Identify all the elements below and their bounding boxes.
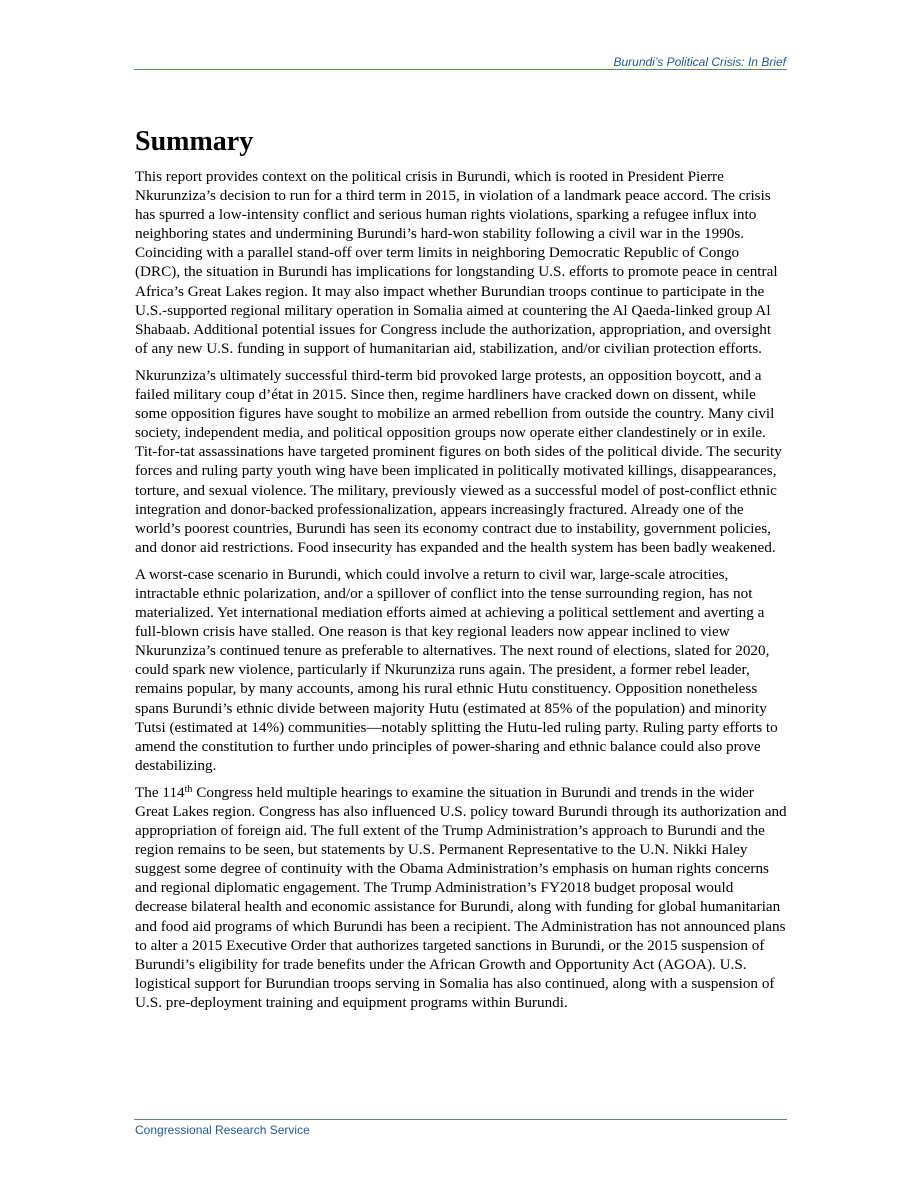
section-heading: Summary: [135, 126, 254, 157]
summary-paragraph-1: This report provides context on the political crisis in Burundi, which is rooted in President Pierre Nkurunziza’s decision to run for a third term in 2015, in violation of a landmark peace accord. The crisis has spurred a low-intensity conflict and serious human rights violations, sparking a refugee influx into neighboring states and undermining Burundi’s hard-won stability following a civil war in the 1990s. Coinciding with a parallel stand-off over term limits in neighboring Democratic Republic of Congo (DRC), the situation in Burundi has implications for longstanding U.S. efforts to promote peace in central Africa’s Great Lakes region. It may also impact whether Burundian troops continue to participate in the U.S.-supported regional military operation in Somalia aimed at countering the Al Qaeda-linked group Al Shabaab. Additional potential issues for Congress include the authorization, appropriation, and oversight of any new U.S. funding in support of humanitarian aid, stabilization, and/or civilian protection efforts.: [135, 168, 778, 357]
paragraph-4-body: Congress held multiple hearings to examine the situation in Burundi and trends in the wider Great Lakes region. Congress has also influenced U.S. policy toward Burundi through its authorization and appropriation of foreign aid. The full extent of the Trump Administration’s approach to Burundi and the region remains to be seen, but statements by U.S. Permanent Representative to the U.N. Nikki Haley suggest some degree of continuity with the Obama Administration’s emphasis on human rights concerns and regional diplomatic engagement. The Trump Administration’s FY2018 budget proposal would decrease bilateral health and economic assistance for Burundi, along with funding for global humanitarian and food aid programs of which Burundi has been a recipient. The Administration has not announced plans to alter a 2015 Executive Order that authorizes targeted sanctions in Burundi, or the 2015 suspension of Burundi’s eligibility for trade benefits under the African Growth and Opportunity Act (AGOA). U.S. logistical support for Burundian troops serving in Somalia has also continued, along with a suspension of U.S. pre-deployment training and equipment programs within Burundi.: [135, 783, 787, 1011]
footer-divider: [134, 1119, 787, 1120]
ordinal-superscript: th: [184, 783, 193, 795]
summary-paragraph-3: A worst-case scenario in Burundi, which could involve a return to civil war, large-scale atrocities, intractable ethnic polarization, and/or a spillover of conflict into the tense surrounding region, has not materialized. Yet international mediation efforts aimed at achieving a political settlement and averting a full-blown crisis have stalled. One reason is that key regional leaders now appear inclined to view Nkurunziza’s continued tenure as preferable to alternatives. The next round of elections, slated for 2020, could spark new violence, particularly if Nkurunziza runs again. The president, a former rebel leader, remains popular, by many accounts, among his rural ethnic Hutu constituency. Opposition nonetheless spans Burundi’s ethnic divide between majority Hutu (estimated at 85% of the population) and minority Tutsi (estimated at 14%) communities—notably splitting the Hutu-led ruling party. Ruling party efforts to amend the constitution to further undo principles of power-sharing and ethnic balance could also prove destabilizing.: [135, 565, 778, 774]
summary-paragraph-2: Nkurunziza’s ultimately successful third-term bid provoked large protests, an opposition boycott, and a failed military coup d’état in 2015. Since then, regime hardliners have cracked down on dissent, while some opposition figures have sought to mobilize an armed rebellion from outside the country. Many civil society, independent media, and political opposition groups now operate either clandestinely or in exile. Tit-for-tat assassinations have targeted prominent figures on both sides of the political divide. The security forces and ruling party youth wing have been implicated in politically motivated killings, disappearances, torture, and sexual violence. The military, previously viewed as a successful model of post-conflict ethnic integration and donor-backed professionalization, appears increasingly fractured. Already one of the world’s poorest countries, Burundi has seen its economy contract due to instability, government policies, and donor aid restrictions. Food insecurity has expanded and the health system has been badly weakened.: [135, 366, 782, 556]
footer-publisher: Congressional Research Service: [135, 1123, 310, 1137]
header-divider: [134, 69, 787, 70]
paragraph-4-lead: The 114: [135, 783, 185, 801]
running-header-title: Burundi’s Political Crisis: In Brief: [613, 55, 786, 69]
summary-section: [135, 122, 787, 1020]
summary-paragraph-4: [135, 783, 787, 1012]
